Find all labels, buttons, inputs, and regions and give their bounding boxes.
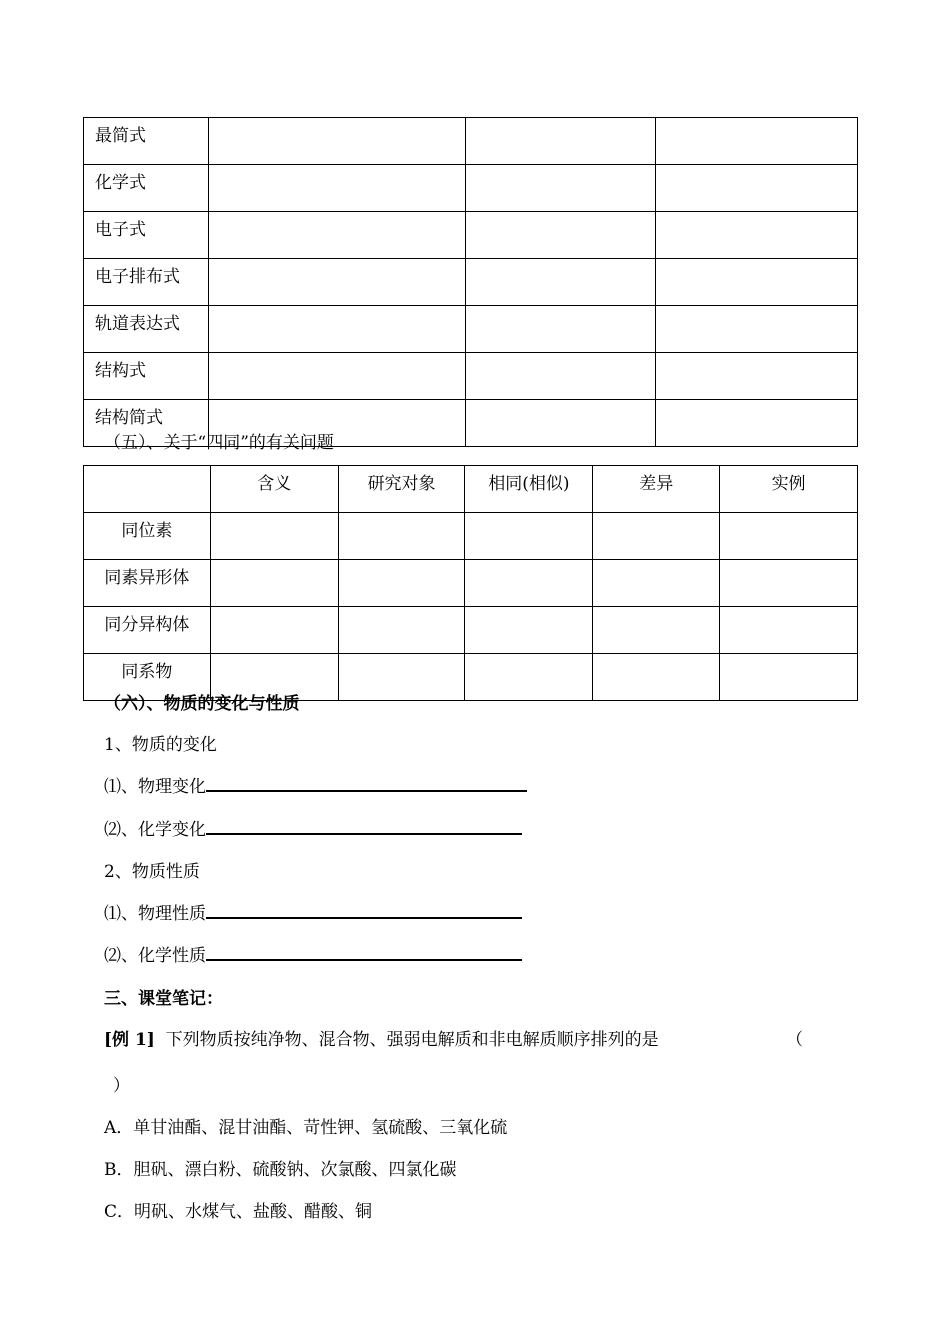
table-cell[interactable] [465, 306, 656, 353]
answer-paren-close: ） [113, 1076, 130, 1096]
column-header: 含义 [210, 466, 338, 513]
column-header: 研究对象 [338, 466, 465, 513]
table-row [84, 165, 858, 212]
option-a[interactable]: A．单甘油酯、混甘油酯、苛性钾、氢硫酸、三氧化硫 [104, 1118, 508, 1138]
table-cell[interactable] [720, 654, 858, 701]
table-cell[interactable] [338, 654, 465, 701]
table-cell[interactable] [208, 353, 465, 400]
table-row [84, 607, 858, 654]
table-cell[interactable] [656, 212, 858, 259]
table-cell[interactable] [208, 306, 465, 353]
table-cell[interactable] [208, 259, 465, 306]
table-cell[interactable] [593, 654, 720, 701]
table-row [84, 513, 858, 560]
four-same-table [83, 465, 858, 701]
subsection-change: 1、物质的变化 [104, 735, 217, 755]
row-label: 结构简式 [84, 400, 209, 447]
item-label: ⑵、化学性质 [104, 946, 206, 966]
fill-item-physical-property [104, 899, 522, 924]
question-text: 下列物质按纯净物、混合物、强弱电解质和非电解质顺序排列的是 [165, 1030, 659, 1050]
table-cell[interactable] [465, 513, 593, 560]
section-three-title: 三、课堂笔记： [104, 989, 223, 1009]
formula-table [83, 117, 858, 447]
fill-item-physical-change [104, 772, 527, 797]
table-cell[interactable] [656, 353, 858, 400]
row-label: 同系物 [84, 654, 211, 701]
table-row [84, 306, 858, 353]
item-label: ⑴、物理变化 [104, 777, 206, 797]
table-row [84, 118, 858, 165]
table-header-row [84, 466, 858, 513]
answer-blank[interactable] [206, 772, 527, 792]
row-label: 同分异构体 [84, 607, 211, 654]
table-cell[interactable] [656, 118, 858, 165]
table-cell[interactable] [465, 212, 656, 259]
table-cell[interactable] [465, 259, 656, 306]
row-label: 最简式 [84, 118, 209, 165]
fill-item-chemical-property [104, 941, 522, 966]
table-cell[interactable] [465, 353, 656, 400]
table-cell[interactable] [656, 165, 858, 212]
table-cell[interactable] [720, 607, 858, 654]
answer-blank[interactable] [206, 899, 522, 919]
table-row [84, 259, 858, 306]
example-tag: [例 1] [104, 1030, 155, 1050]
section-five-title: （五）、关于“四同”的有关问题 [104, 433, 334, 453]
option-c[interactable]: C．明矾、水煤气、盐酸、醋酸、铜 [104, 1202, 373, 1222]
table-cell[interactable] [465, 654, 593, 701]
table-cell[interactable] [593, 607, 720, 654]
option-b[interactable]: B．胆矾、漂白粉、硫酸钠、次氯酸、四氯化碳 [104, 1160, 457, 1180]
table-cell[interactable] [338, 513, 465, 560]
column-header: 相同(相似) [465, 466, 593, 513]
row-label: 轨道表达式 [84, 306, 209, 353]
answer-paren-open: （ [786, 1030, 803, 1050]
section-six-title: （六）、物质的变化与性质 [104, 694, 300, 714]
table-cell[interactable] [210, 513, 338, 560]
item-label: ⑵、化学变化 [104, 820, 206, 840]
table-cell[interactable] [656, 400, 858, 447]
table-cell[interactable] [465, 607, 593, 654]
example-question [104, 1025, 659, 1050]
subsection-property: 2、物质性质 [104, 862, 200, 882]
row-label: 同位素 [84, 513, 211, 560]
table-cell[interactable] [465, 165, 656, 212]
table-cell[interactable] [720, 513, 858, 560]
table-cell[interactable] [593, 513, 720, 560]
row-label: 电子排布式 [84, 259, 209, 306]
table-row [84, 353, 858, 400]
answer-blank[interactable] [206, 941, 522, 961]
column-header: 实例 [720, 466, 858, 513]
table-cell[interactable] [208, 212, 465, 259]
column-header [84, 466, 211, 513]
row-label: 结构式 [84, 353, 209, 400]
table-cell[interactable] [338, 560, 465, 607]
item-label: ⑴、物理性质 [104, 904, 206, 924]
fill-item-chemical-change [104, 815, 522, 840]
table-cell[interactable] [465, 560, 593, 607]
column-header: 差异 [593, 466, 720, 513]
table-cell[interactable] [208, 165, 465, 212]
table-row [84, 212, 858, 259]
table-cell[interactable] [656, 306, 858, 353]
row-label: 电子式 [84, 212, 209, 259]
table-cell[interactable] [208, 118, 465, 165]
table-cell[interactable] [656, 259, 858, 306]
table-cell[interactable] [593, 560, 720, 607]
table-cell[interactable] [210, 560, 338, 607]
table-row [84, 560, 858, 607]
table-cell[interactable] [338, 607, 465, 654]
table-cell[interactable] [210, 607, 338, 654]
table-cell[interactable] [720, 560, 858, 607]
table-cell[interactable] [465, 400, 656, 447]
table-cell[interactable] [465, 118, 656, 165]
row-label: 同素异形体 [84, 560, 211, 607]
answer-blank[interactable] [206, 815, 522, 835]
row-label: 化学式 [84, 165, 209, 212]
